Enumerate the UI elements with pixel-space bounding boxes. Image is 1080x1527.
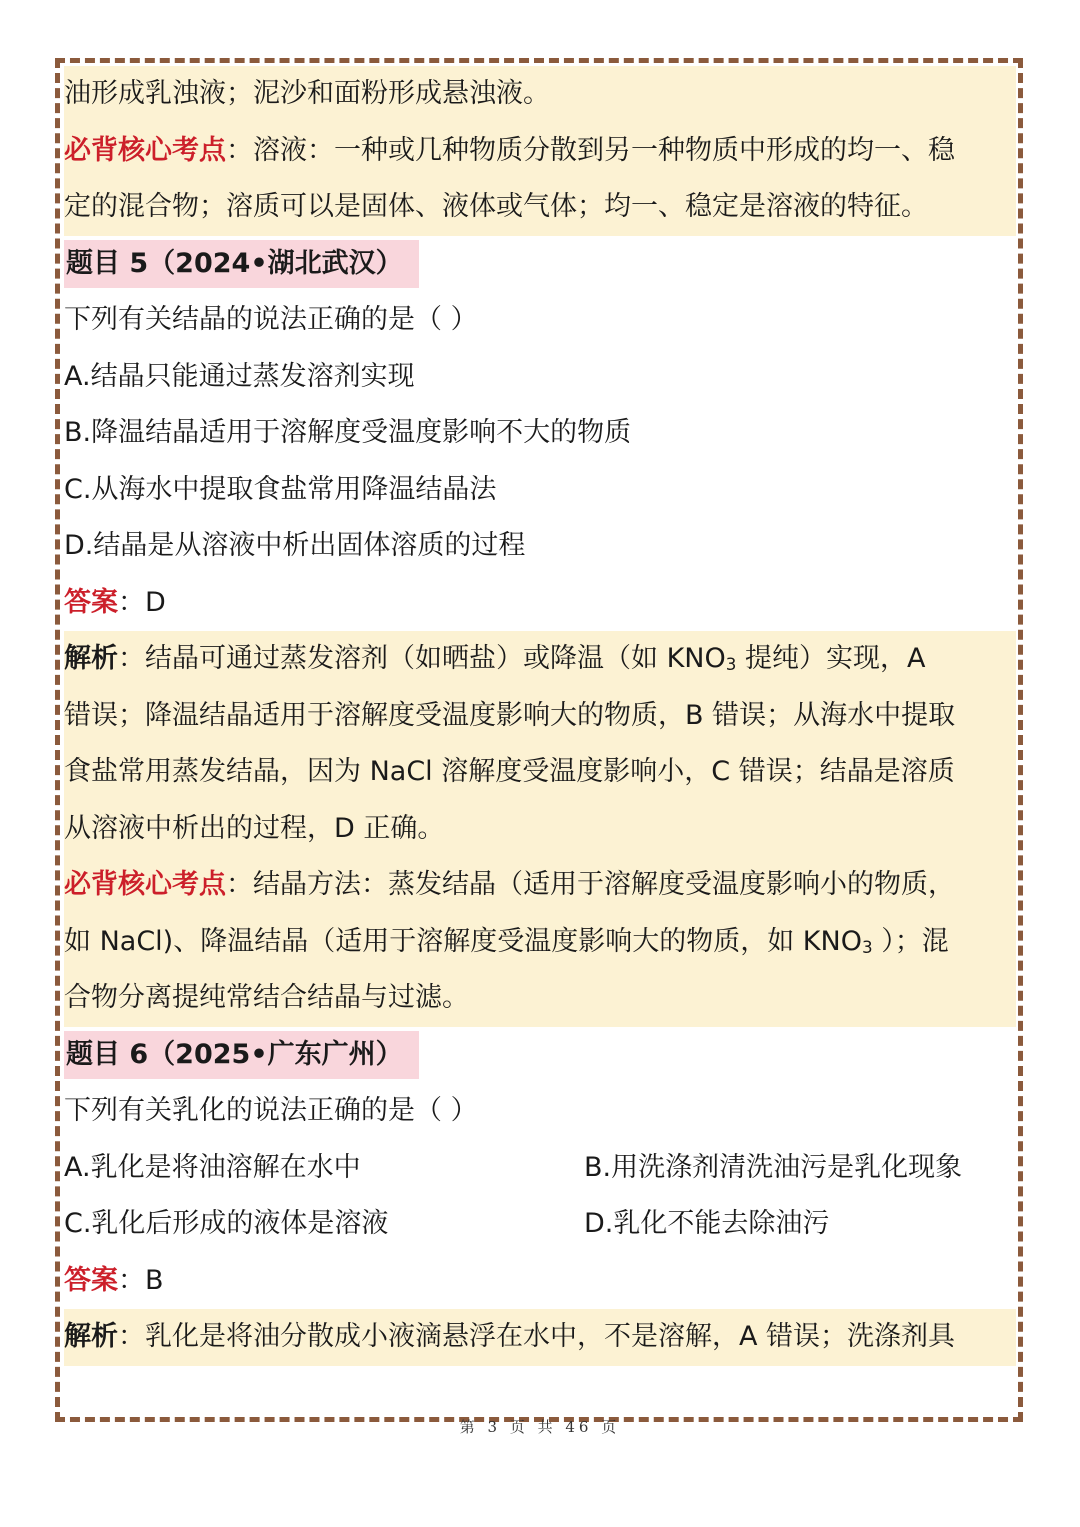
option-a: A.结晶只能通过蒸发溶剂实现	[64, 360, 415, 392]
page-content	[64, 66, 1016, 1366]
key-point-label: 必背核心考点	[64, 134, 226, 166]
analysis-line: 食盐常用蒸发结晶，因为 NaCl 溶解度受温度影响小，C 错误；结晶是溶质	[64, 744, 1016, 801]
question-stem: 下列有关结晶的说法正确的是（ ）	[64, 304, 478, 335]
answer-text: ：B	[118, 1264, 164, 1296]
question-6-title: 题目 6（2025•广东广州）	[64, 1031, 419, 1079]
question-title-row	[64, 1027, 1016, 1084]
key-point-line: 必背核心考点：结晶方法：蒸发结晶（适用于溶解度受温度影响小的物质，	[64, 857, 1016, 914]
option-d: D.结晶是从溶液中析出固体溶质的过程	[64, 530, 526, 561]
key-point-line: 合物分离提纯常结合结晶与过滤。	[64, 970, 1016, 1027]
question-5-title: 题目 5（2024•湖北武汉）	[64, 240, 419, 288]
option-c: C.从海水中提取食盐常用降温结晶法	[64, 473, 497, 505]
analysis-line: 解析：结晶可通过蒸发溶剂（如晒盐）或降温（如 KNO3 提纯）实现，A	[64, 631, 1016, 688]
option-b: B.降温结晶适用于溶解度受温度影响不大的物质	[64, 417, 632, 448]
answer-label: 答案	[64, 586, 118, 618]
key-point-label: 必背核心考点	[64, 869, 226, 900]
question-title-row	[64, 236, 1016, 293]
option-row	[64, 1196, 1016, 1253]
analysis-line: 从溶液中析出的过程，D 正确。	[64, 801, 1016, 858]
option-c: C.乳化后形成的液体是溶液	[64, 1208, 389, 1239]
question-stem: 下列有关乳化的说法正确的是（ ）	[64, 1095, 478, 1126]
text-line: 油形成乳浊液；泥沙和面粉形成悬浊液。	[64, 66, 1016, 123]
page-number: 第 3 页 共 46 页	[459, 1418, 621, 1436]
option-d: D.乳化不能去除油污	[584, 1208, 830, 1239]
subscript: 3	[861, 936, 873, 957]
analysis-label: 解析	[64, 643, 118, 674]
option-b: B.用洗涤剂清洗油污是乳化现象	[584, 1151, 963, 1183]
answer-text: ：D	[118, 586, 166, 618]
analysis-label: 解析	[64, 1321, 118, 1352]
answer-line	[64, 1253, 1016, 1310]
analysis-line: 错误；降温结晶适用于溶解度受温度影响大的物质，B 错误；从海水中提取	[64, 688, 1016, 745]
option-a: A.乳化是将油溶解在水中	[64, 1151, 361, 1183]
answer-line	[64, 575, 1016, 632]
analysis-line: 解析：乳化是将油分散成小液滴悬浮在水中，不是溶解，A 错误；洗涤剂具	[64, 1309, 1016, 1366]
option-row	[64, 1140, 1016, 1197]
key-point-line: 必背核心考点：溶液：一种或几种物质分散到另一种物质中形成的均一、稳	[64, 123, 1016, 180]
key-point-line: 定的混合物；溶质可以是固体、液体或气体；均一、稳定是溶液的特征。	[64, 179, 1016, 236]
answer-label: 答案	[64, 1264, 118, 1296]
subscript: 3	[725, 654, 737, 674]
key-point-line: 如 NaCl)、降温结晶（适用于溶解度受温度影响大的物质，如 KNO3 ）；混	[64, 914, 1016, 971]
